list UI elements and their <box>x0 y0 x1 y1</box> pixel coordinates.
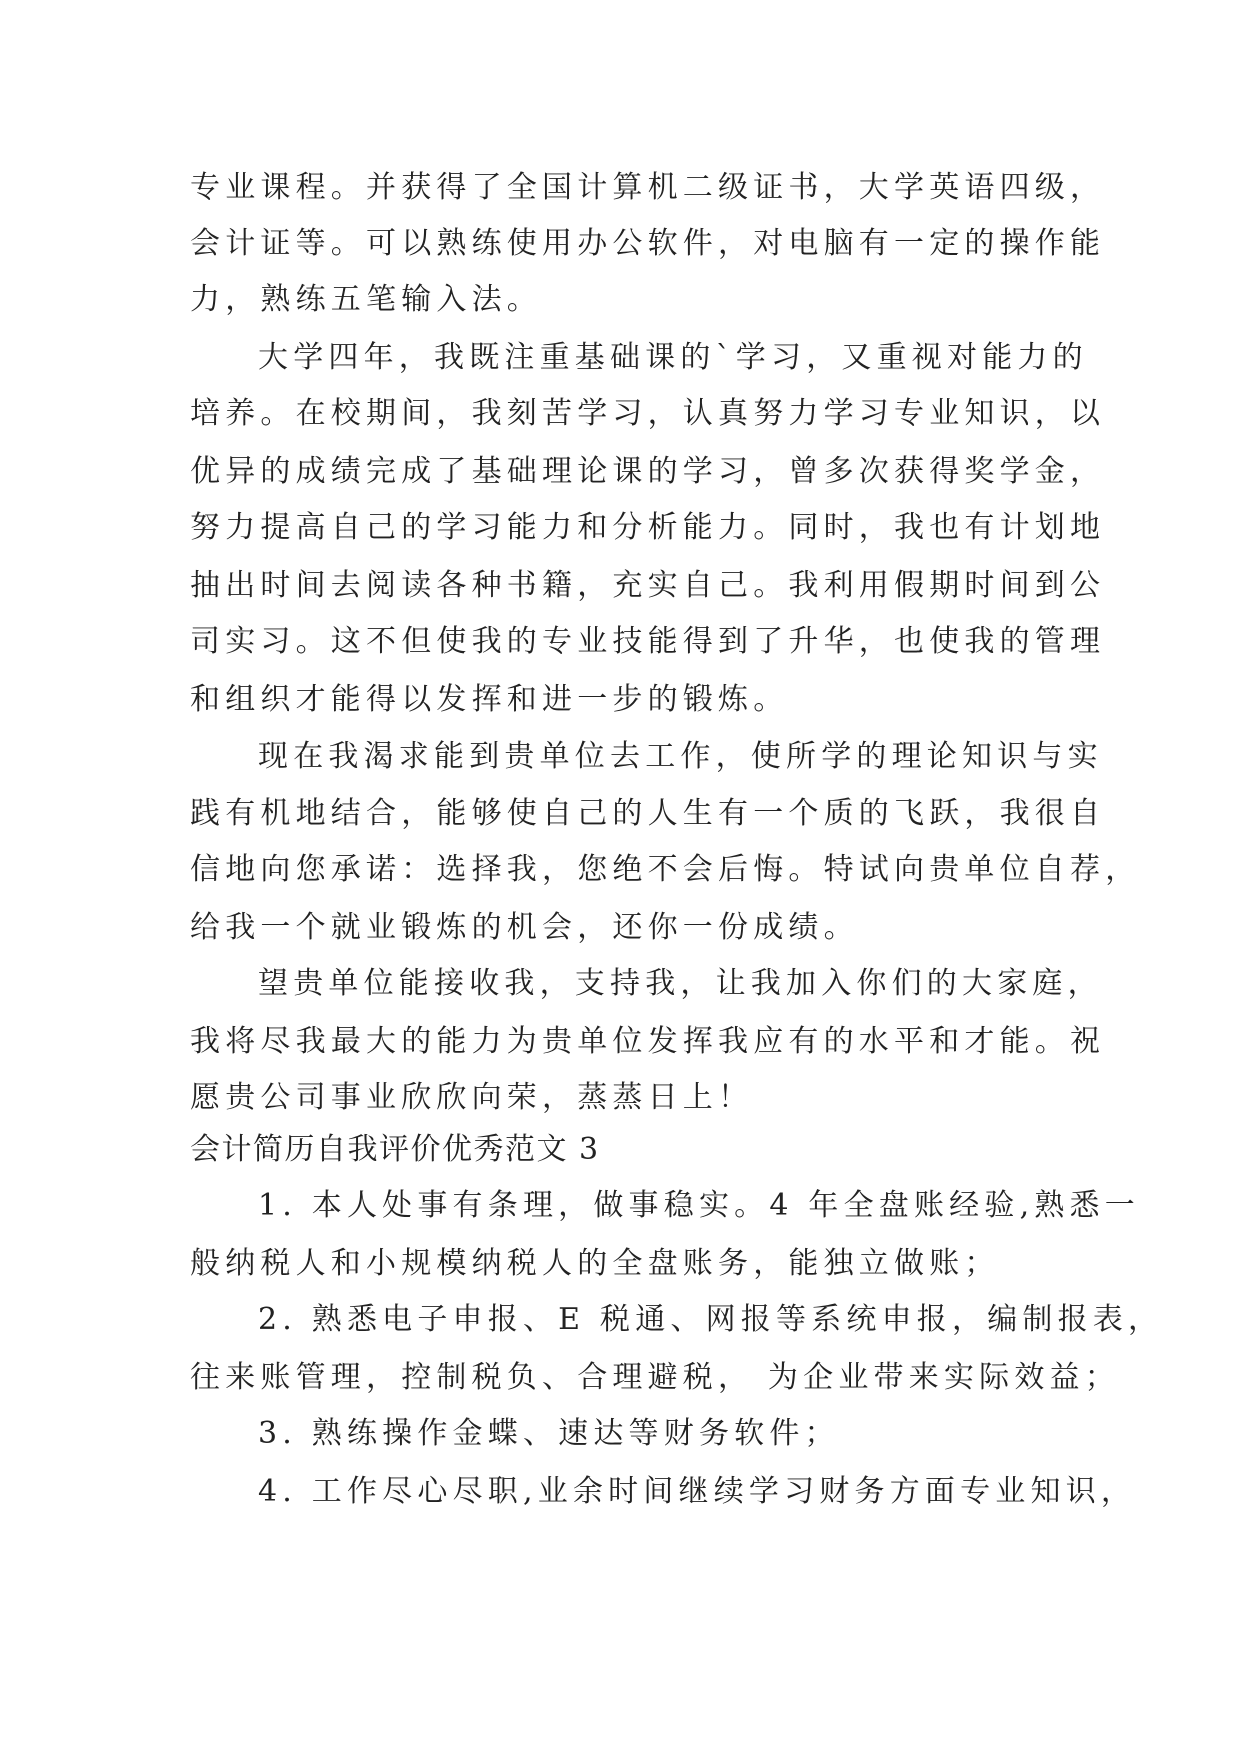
paragraph-3-line-1: 现在我渴求能到贵单位去工作，使所学的理论知识与实 <box>258 739 1103 774</box>
item-2-line-1: 2. 熟悉电子申报、E 税通、网报等系统申报，编制报表， <box>258 1302 1164 1337</box>
paragraph-3-line-4: 给我一个就业锻炼的机会，还你一份成绩。 <box>190 910 859 945</box>
paragraph-1-line-1: 专业课程。并获得了全国计算机二级证书，大学英语四级， <box>190 170 1106 205</box>
item-2-line-2: 往来账管理，控制税负、合理避税， 为企业带来实际效益； <box>190 1360 1120 1395</box>
paragraph-2-line-4: 努力提高自己的学习能力和分析能力。同时，我也有计划地 <box>190 510 1106 545</box>
paragraph-2-line-2: 培养。在校期间，我刻苦学习，认真努力学习专业知识，以 <box>190 396 1106 431</box>
paragraph-2-line-1: 大学四年，我既注重基础课的`学习，又重视对能力的 <box>258 340 1088 375</box>
item-1-line-2: 般纳税人和小规模纳税人的全盘账务，能独立做账； <box>190 1246 1000 1281</box>
paragraph-3-line-3: 信地向您承诺：选择我，您绝不会后悔。特试向贵单位自荐， <box>190 852 1141 887</box>
item-4-line-1: 4. 工作尽心尽职,业余时间继续学习财务方面专业知识， <box>258 1474 1137 1509</box>
paragraph-2-line-6: 司实习。这不但使我的专业技能得到了升华，也使我的管理 <box>190 624 1106 659</box>
paragraph-1-line-3: 力，熟练五笔输入法。 <box>190 282 542 317</box>
paragraph-1-line-2: 会计证等。可以熟练使用办公软件，对电脑有一定的操作能 <box>190 226 1106 261</box>
item-1-line-1: 1. 本人处事有条理，做事稳实。4 年全盘账经验,熟悉一 <box>258 1188 1140 1223</box>
paragraph-2-line-7: 和组织才能得以发挥和进一步的锻炼。 <box>190 682 789 717</box>
paragraph-2-line-5: 抽出时间去阅读各种书籍，充实自己。我利用假期时间到公 <box>190 568 1106 603</box>
paragraph-4-line-1: 望贵单位能接收我，支持我，让我加入你们的大家庭， <box>258 966 1103 1001</box>
paragraph-2-line-3: 优异的成绩完成了基础理论课的学习，曾多次获得奖学金， <box>190 454 1106 489</box>
item-3-line-1: 3. 熟练操作金蝶、速达等财务软件； <box>258 1416 840 1451</box>
paragraph-4-line-2: 我将尽我最大的能力为贵单位发挥我应有的水平和才能。祝 <box>190 1024 1106 1059</box>
paragraph-3-line-2: 践有机地结合，能够使自己的人生有一个质的飞跃，我很自 <box>190 796 1106 831</box>
paragraph-4-line-3: 愿贵公司事业欣欣向荣，蒸蒸日上！ <box>190 1080 754 1115</box>
section-heading: 会计简历自我评价优秀范文 3 <box>190 1132 600 1167</box>
